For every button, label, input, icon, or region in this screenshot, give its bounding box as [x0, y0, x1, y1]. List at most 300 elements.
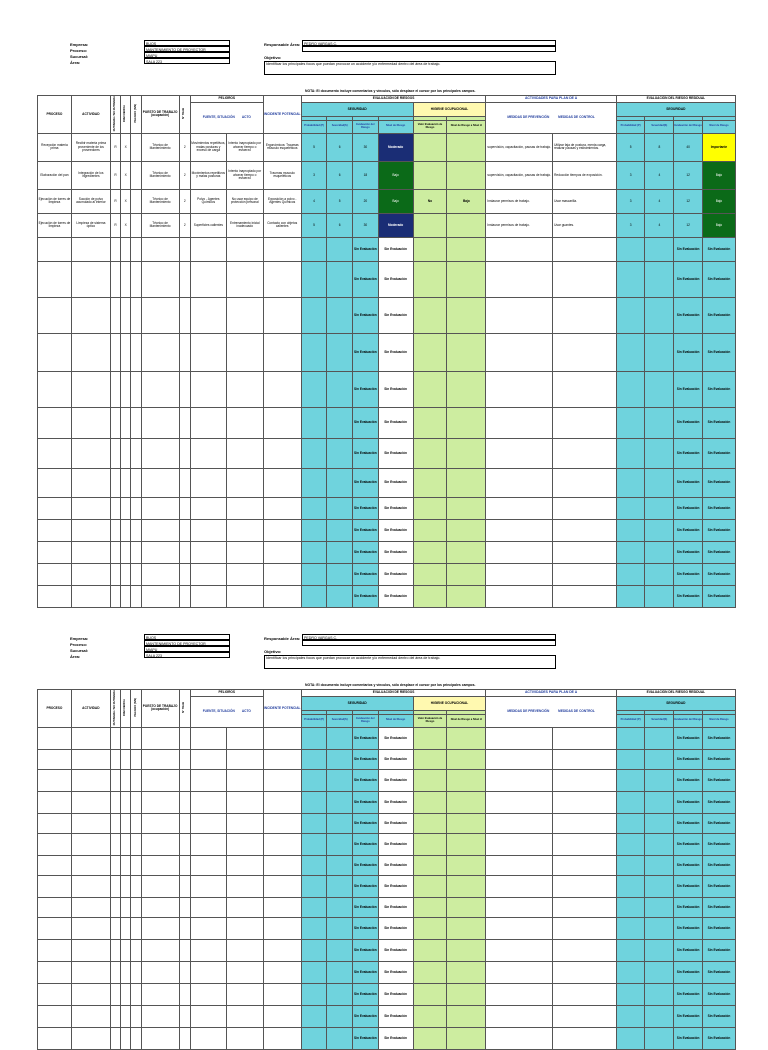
cell-r-prob[interactable]	[616, 749, 645, 769]
cell-frecuencia[interactable]: X	[121, 133, 131, 161]
cell-nivel[interactable]: Sin Evaluación	[378, 813, 413, 833]
proceso-field[interactable]: MANTENIMIENTO DE PROYECTOR	[144, 46, 230, 52]
cell-prob[interactable]	[301, 468, 327, 497]
cell-incidente[interactable]	[263, 983, 301, 1005]
cell-prob[interactable]	[301, 333, 327, 371]
cell-r-nivel[interactable]: Sin Evaluación	[702, 791, 735, 813]
cell-r-nivel[interactable]: Sin Evaluación	[702, 897, 735, 917]
cell-ntrab[interactable]	[179, 875, 190, 897]
cell-prevencion[interactable]	[486, 917, 553, 939]
cell-eval[interactable]: Sin Evaluación	[353, 897, 379, 917]
cell-r-sev[interactable]	[645, 237, 674, 261]
cell-nivel-higiene[interactable]	[447, 961, 486, 983]
cell-incidente[interactable]	[263, 727, 301, 749]
cell-prob[interactable]	[301, 297, 327, 333]
empresa-field[interactable]: BUOS	[144, 634, 230, 640]
cell-proceso[interactable]	[38, 939, 72, 961]
cell-prevencion[interactable]: Instaurar permisos de trabajo.	[486, 213, 553, 237]
cell-prob[interactable]	[301, 261, 327, 297]
cell-peligro[interactable]	[131, 497, 141, 519]
cell-puesto[interactable]: Técnico de Mantenimiento	[141, 161, 179, 189]
responsable-extra-field[interactable]	[302, 46, 556, 52]
cell-ntrab[interactable]	[179, 749, 190, 769]
cell-actividad[interactable]: Recibir materia prima proveniente de los proveedores	[71, 133, 110, 161]
cell-r-sev[interactable]	[645, 961, 674, 983]
cell-sev[interactable]	[327, 813, 353, 833]
cell-actividad[interactable]	[71, 497, 110, 519]
cell-rutinaria[interactable]	[110, 1005, 120, 1027]
cell-peligro[interactable]	[131, 749, 141, 769]
cell-incidente[interactable]	[263, 813, 301, 833]
cell-fuente[interactable]	[190, 813, 226, 833]
cell-ntrab[interactable]: 2	[179, 161, 190, 189]
cell-sev[interactable]	[327, 261, 353, 297]
cell-r-sev[interactable]	[645, 1027, 674, 1049]
cell-control[interactable]	[553, 468, 617, 497]
cell-acto[interactable]: Intento inapropiado por ahorrar tiempo o esfuerzo	[226, 161, 263, 189]
cell-sev[interactable]	[327, 833, 353, 855]
cell-acto[interactable]	[226, 237, 263, 261]
objetivo-field[interactable]: Identificar los principales focos que puedan provocar un accidente y/o enfermedad dentro del área de trabajo.	[264, 61, 556, 75]
cell-r-eval[interactable]: Sin Evaluación	[674, 833, 703, 855]
cell-nivel-higiene[interactable]	[447, 769, 486, 791]
cell-nivel[interactable]: Sin Evaluación	[378, 563, 413, 585]
cell-r-sev[interactable]: 4	[645, 161, 674, 189]
cell-ntrab[interactable]	[179, 983, 190, 1005]
cell-control[interactable]: Utilizar faja de postura, menta carga, realizar pausas y estiramientos.	[553, 133, 617, 161]
cell-prob[interactable]	[301, 961, 327, 983]
cell-control[interactable]	[553, 983, 617, 1005]
cell-nivel[interactable]: Sin Evaluación	[378, 897, 413, 917]
cell-prevencion[interactable]	[486, 961, 553, 983]
cell-proceso[interactable]: Ejecución de torres de limpieza	[38, 189, 72, 213]
cell-proceso[interactable]	[38, 813, 72, 833]
cell-nivel[interactable]: Sin Evaluación	[378, 371, 413, 407]
cell-r-nivel[interactable]: Sin Evaluación	[702, 563, 735, 585]
cell-ntrab[interactable]: 2	[179, 133, 190, 161]
cell-nivel-higiene[interactable]	[447, 519, 486, 541]
cell-nivel[interactable]: Sin Evaluación	[378, 875, 413, 897]
cell-sev[interactable]	[327, 939, 353, 961]
cell-nivel-higiene[interactable]	[447, 563, 486, 585]
cell-acto[interactable]	[226, 813, 263, 833]
cell-r-prob[interactable]	[616, 1005, 645, 1027]
cell-acto[interactable]	[226, 261, 263, 297]
cell-prevencion[interactable]	[486, 1027, 553, 1049]
cell-nivel-higiene[interactable]	[447, 727, 486, 749]
cell-control[interactable]	[553, 297, 617, 333]
cell-r-sev[interactable]	[645, 917, 674, 939]
cell-fuente[interactable]	[190, 407, 226, 438]
cell-nivel-higiene[interactable]	[447, 161, 486, 189]
cell-proceso[interactable]	[38, 917, 72, 939]
cell-nivel[interactable]: Sin Evaluación	[378, 468, 413, 497]
cell-ntrab[interactable]	[179, 897, 190, 917]
cell-fuente[interactable]	[190, 237, 226, 261]
cell-actividad[interactable]	[71, 1005, 110, 1027]
cell-nivel-higiene[interactable]	[447, 1005, 486, 1027]
cell-acto[interactable]	[226, 875, 263, 897]
cell-rutinaria[interactable]	[110, 813, 120, 833]
cell-prob[interactable]	[301, 727, 327, 749]
cell-peligro[interactable]	[131, 983, 141, 1005]
cell-eval[interactable]: Sin Evaluación	[353, 727, 379, 749]
cell-valor-higiene[interactable]	[413, 161, 447, 189]
cell-control[interactable]	[553, 333, 617, 371]
cell-prevencion[interactable]	[486, 791, 553, 813]
cell-valor-higiene[interactable]	[413, 519, 447, 541]
cell-nivel[interactable]: Sin Evaluación	[378, 833, 413, 855]
cell-prob[interactable]	[301, 749, 327, 769]
cell-incidente[interactable]	[263, 769, 301, 791]
cell-proceso[interactable]	[38, 1027, 72, 1049]
cell-r-prob[interactable]	[616, 917, 645, 939]
cell-rutinaria[interactable]: R	[110, 133, 120, 161]
cell-control[interactable]	[553, 855, 617, 875]
cell-valor-higiene[interactable]	[413, 939, 447, 961]
cell-rutinaria[interactable]	[110, 497, 120, 519]
cell-prevencion[interactable]	[486, 261, 553, 297]
cell-eval[interactable]: Sin Evaluación	[353, 749, 379, 769]
cell-valor-higiene[interactable]	[413, 297, 447, 333]
cell-r-eval[interactable]: Sin Evaluación	[674, 497, 703, 519]
cell-nivel[interactable]: Sin Evaluación	[378, 1005, 413, 1027]
cell-r-prob[interactable]	[616, 983, 645, 1005]
cell-acto[interactable]	[226, 917, 263, 939]
cell-incidente[interactable]	[263, 237, 301, 261]
cell-rutinaria[interactable]	[110, 371, 120, 407]
cell-control[interactable]: Usar mascarilla.	[553, 189, 617, 213]
cell-rutinaria[interactable]	[110, 833, 120, 855]
cell-prob[interactable]	[301, 563, 327, 585]
cell-prevencion[interactable]: Instaurar permisos de trabajo.	[486, 189, 553, 213]
cell-proceso[interactable]: Recepción materia prima	[38, 133, 72, 161]
cell-sev[interactable]	[327, 897, 353, 917]
cell-r-sev[interactable]	[645, 261, 674, 297]
cell-r-sev[interactable]	[645, 541, 674, 563]
cell-r-eval[interactable]: Sin Evaluación	[674, 961, 703, 983]
cell-acto[interactable]	[226, 961, 263, 983]
cell-nivel-higiene[interactable]: Bajo	[447, 189, 486, 213]
cell-r-sev[interactable]	[645, 563, 674, 585]
cell-actividad[interactable]	[71, 749, 110, 769]
cell-acto[interactable]: Intento inapropiado por ahorrar tiempo o esfuerzo	[226, 133, 263, 161]
cell-frecuencia[interactable]	[121, 563, 131, 585]
cell-r-nivel[interactable]: Sin Evaluación	[702, 813, 735, 833]
cell-control[interactable]	[553, 749, 617, 769]
cell-r-prob[interactable]	[616, 371, 645, 407]
cell-ntrab[interactable]	[179, 769, 190, 791]
cell-valor-higiene[interactable]	[413, 749, 447, 769]
cell-peligro[interactable]	[131, 213, 141, 237]
cell-sev[interactable]: 5	[327, 189, 353, 213]
cell-sev[interactable]	[327, 917, 353, 939]
cell-eval[interactable]: Sin Evaluación	[353, 438, 379, 468]
cell-peligro[interactable]	[131, 875, 141, 897]
cell-peligro[interactable]	[131, 961, 141, 983]
cell-ntrab[interactable]	[179, 961, 190, 983]
cell-puesto[interactable]	[141, 833, 179, 855]
cell-prob[interactable]: 5	[301, 133, 327, 161]
cell-nivel-higiene[interactable]	[447, 297, 486, 333]
cell-incidente[interactable]	[263, 297, 301, 333]
cell-nivel-higiene[interactable]	[447, 497, 486, 519]
cell-nivel[interactable]: Sin Evaluación	[378, 237, 413, 261]
cell-prevencion[interactable]	[486, 769, 553, 791]
cell-valor-higiene[interactable]	[413, 563, 447, 585]
cell-frecuencia[interactable]	[121, 519, 131, 541]
cell-frecuencia[interactable]	[121, 855, 131, 875]
cell-nivel[interactable]: Sin Evaluación	[378, 939, 413, 961]
cell-r-eval[interactable]: Sin Evaluación	[674, 855, 703, 875]
cell-prob[interactable]	[301, 407, 327, 438]
cell-r-eval[interactable]: Sin Evaluación	[674, 749, 703, 769]
cell-peligro[interactable]	[131, 519, 141, 541]
cell-proceso[interactable]	[38, 541, 72, 563]
cell-prevencion[interactable]	[486, 297, 553, 333]
cell-frecuencia[interactable]: X	[121, 189, 131, 213]
cell-sev[interactable]	[327, 727, 353, 749]
cell-proceso[interactable]	[38, 1005, 72, 1027]
cell-prob[interactable]	[301, 769, 327, 791]
cell-ntrab[interactable]	[179, 1005, 190, 1027]
cell-r-eval[interactable]: 12	[674, 213, 703, 237]
cell-nivel[interactable]: Sin Evaluación	[378, 749, 413, 769]
cell-fuente[interactable]	[190, 541, 226, 563]
area-field[interactable]: SALA 223	[144, 652, 230, 658]
cell-valor-higiene[interactable]	[413, 497, 447, 519]
cell-prevencion[interactable]	[486, 497, 553, 519]
cell-nivel-higiene[interactable]	[447, 438, 486, 468]
cell-fuente[interactable]	[190, 371, 226, 407]
cell-rutinaria[interactable]	[110, 519, 120, 541]
cell-valor-higiene[interactable]	[413, 727, 447, 749]
cell-rutinaria[interactable]	[110, 983, 120, 1005]
cell-control[interactable]	[553, 1005, 617, 1027]
cell-r-sev[interactable]	[645, 297, 674, 333]
cell-prob[interactable]	[301, 791, 327, 813]
cell-r-nivel[interactable]: Sin Evaluación	[702, 541, 735, 563]
cell-peligro[interactable]	[131, 1005, 141, 1027]
cell-puesto[interactable]	[141, 371, 179, 407]
cell-r-prob[interactable]: 5	[616, 133, 645, 161]
cell-rutinaria[interactable]	[110, 791, 120, 813]
cell-nivel[interactable]: Sin Evaluación	[378, 519, 413, 541]
cell-sev[interactable]	[327, 875, 353, 897]
cell-frecuencia[interactable]	[121, 983, 131, 1005]
cell-fuente[interactable]: Superficies calientes	[190, 213, 226, 237]
cell-frecuencia[interactable]	[121, 371, 131, 407]
cell-eval[interactable]: Sin Evaluación	[353, 939, 379, 961]
cell-r-prob[interactable]	[616, 791, 645, 813]
cell-r-nivel[interactable]: Sin Evaluación	[702, 438, 735, 468]
cell-sev[interactable]: 6	[327, 213, 353, 237]
cell-prevencion[interactable]	[486, 833, 553, 855]
cell-r-eval[interactable]: Sin Evaluación	[674, 1027, 703, 1049]
cell-r-sev[interactable]	[645, 791, 674, 813]
cell-control[interactable]	[553, 237, 617, 261]
cell-fuente[interactable]	[190, 1005, 226, 1027]
area-field[interactable]: SALA 223	[144, 58, 230, 64]
cell-control[interactable]	[553, 813, 617, 833]
cell-fuente[interactable]	[190, 983, 226, 1005]
cell-prob[interactable]	[301, 497, 327, 519]
cell-control[interactable]	[553, 371, 617, 407]
cell-peligro[interactable]	[131, 297, 141, 333]
cell-r-eval[interactable]: Sin Evaluación	[674, 939, 703, 961]
cell-r-eval[interactable]: Sin Evaluación	[674, 875, 703, 897]
cell-actividad[interactable]	[71, 438, 110, 468]
cell-nivel-higiene[interactable]	[447, 133, 486, 161]
cell-rutinaria[interactable]	[110, 897, 120, 917]
cell-ntrab[interactable]	[179, 833, 190, 855]
cell-puesto[interactable]	[141, 749, 179, 769]
cell-eval[interactable]: Sin Evaluación	[353, 961, 379, 983]
cell-prevencion[interactable]	[486, 237, 553, 261]
cell-ntrab[interactable]	[179, 917, 190, 939]
cell-proceso[interactable]	[38, 371, 72, 407]
cell-incidente[interactable]	[263, 541, 301, 563]
cell-eval[interactable]: Sin Evaluación	[353, 333, 379, 371]
cell-incidente[interactable]	[263, 261, 301, 297]
cell-r-nivel[interactable]: Sin Evaluación	[702, 855, 735, 875]
cell-valor-higiene[interactable]	[413, 213, 447, 237]
sucursal-field[interactable]: MIAPU	[144, 646, 230, 652]
cell-eval[interactable]: Sin Evaluación	[353, 791, 379, 813]
cell-nivel-higiene[interactable]	[447, 371, 486, 407]
cell-rutinaria[interactable]	[110, 917, 120, 939]
cell-fuente[interactable]	[190, 961, 226, 983]
cell-r-prob[interactable]: 3	[616, 161, 645, 189]
cell-rutinaria[interactable]	[110, 407, 120, 438]
cell-acto[interactable]	[226, 749, 263, 769]
cell-eval[interactable]: Sin Evaluación	[353, 237, 379, 261]
cell-valor-higiene[interactable]	[413, 1027, 447, 1049]
cell-prob[interactable]	[301, 813, 327, 833]
cell-valor-higiene[interactable]	[413, 813, 447, 833]
cell-r-sev[interactable]	[645, 983, 674, 1005]
cell-frecuencia[interactable]	[121, 813, 131, 833]
cell-fuente[interactable]	[190, 939, 226, 961]
cell-acto[interactable]	[226, 727, 263, 749]
cell-r-nivel[interactable]: Sin Evaluación	[702, 875, 735, 897]
cell-r-eval[interactable]: Sin Evaluación	[674, 407, 703, 438]
cell-control[interactable]	[553, 833, 617, 855]
cell-incidente[interactable]: Ergonómicos: Traumas músculo esqueléticos	[263, 133, 301, 161]
cell-control[interactable]	[553, 541, 617, 563]
cell-proceso[interactable]	[38, 497, 72, 519]
cell-nivel[interactable]: Sin Evaluación	[378, 261, 413, 297]
cell-nivel-higiene[interactable]	[447, 983, 486, 1005]
cell-prob[interactable]	[301, 875, 327, 897]
cell-valor-higiene[interactable]	[413, 897, 447, 917]
cell-incidente[interactable]	[263, 939, 301, 961]
cell-ntrab[interactable]	[179, 333, 190, 371]
cell-r-nivel[interactable]: Sin Evaluación	[702, 468, 735, 497]
cell-valor-higiene[interactable]	[413, 541, 447, 563]
cell-frecuencia[interactable]	[121, 297, 131, 333]
cell-nivel[interactable]: Sin Evaluación	[378, 983, 413, 1005]
cell-fuente[interactable]	[190, 917, 226, 939]
cell-r-prob[interactable]: 3	[616, 189, 645, 213]
cell-valor-higiene[interactable]	[413, 1005, 447, 1027]
cell-sev[interactable]	[327, 297, 353, 333]
cell-valor-higiene[interactable]	[413, 407, 447, 438]
cell-ntrab[interactable]	[179, 468, 190, 497]
cell-frecuencia[interactable]	[121, 897, 131, 917]
cell-r-prob[interactable]	[616, 519, 645, 541]
cell-r-nivel[interactable]: Sin Evaluación	[702, 939, 735, 961]
cell-sev[interactable]	[327, 519, 353, 541]
cell-rutinaria[interactable]	[110, 438, 120, 468]
cell-r-eval[interactable]: Sin Evaluación	[674, 813, 703, 833]
cell-sev[interactable]	[327, 237, 353, 261]
cell-valor-higiene[interactable]	[413, 855, 447, 875]
cell-peligro[interactable]	[131, 438, 141, 468]
cell-r-nivel[interactable]: Sin Evaluación	[702, 371, 735, 407]
cell-eval[interactable]: 30	[353, 213, 379, 237]
cell-peligro[interactable]	[131, 161, 141, 189]
responsable-field[interactable]: PEDRO VARGAS C.	[302, 634, 556, 640]
cell-valor-higiene[interactable]	[413, 875, 447, 897]
cell-nivel-higiene[interactable]	[447, 917, 486, 939]
cell-control[interactable]	[553, 407, 617, 438]
cell-nivel-higiene[interactable]	[447, 333, 486, 371]
cell-incidente[interactable]	[263, 497, 301, 519]
cell-peligro[interactable]	[131, 468, 141, 497]
cell-prevencion[interactable]	[486, 1005, 553, 1027]
cell-actividad[interactable]	[71, 468, 110, 497]
cell-r-eval[interactable]: Sin Evaluación	[674, 983, 703, 1005]
cell-nivel-higiene[interactable]	[447, 237, 486, 261]
cell-acto[interactable]	[226, 297, 263, 333]
responsable-field[interactable]: PEDRO VARGAS C.	[302, 40, 556, 46]
cell-prevencion[interactable]	[486, 749, 553, 769]
cell-fuente[interactable]	[190, 769, 226, 791]
cell-prob[interactable]	[301, 541, 327, 563]
cell-rutinaria[interactable]	[110, 541, 120, 563]
cell-ntrab[interactable]	[179, 519, 190, 541]
cell-nivel[interactable]: Sin Evaluación	[378, 917, 413, 939]
cell-valor-higiene[interactable]	[413, 237, 447, 261]
cell-r-eval[interactable]: Sin Evaluación	[674, 769, 703, 791]
cell-actividad[interactable]: Limpieza de sistema óptico	[71, 213, 110, 237]
cell-eval[interactable]: Sin Evaluación	[353, 917, 379, 939]
cell-ntrab[interactable]: 2	[179, 189, 190, 213]
cell-r-eval[interactable]: Sin Evaluación	[674, 791, 703, 813]
cell-sev[interactable]	[327, 769, 353, 791]
cell-incidente[interactable]	[263, 897, 301, 917]
cell-control[interactable]	[553, 917, 617, 939]
cell-prob[interactable]	[301, 1027, 327, 1049]
cell-puesto[interactable]	[141, 237, 179, 261]
cell-prevencion[interactable]	[486, 371, 553, 407]
cell-sev[interactable]	[327, 563, 353, 585]
cell-prob[interactable]	[301, 917, 327, 939]
cell-r-prob[interactable]	[616, 897, 645, 917]
cell-fuente[interactable]	[190, 833, 226, 855]
cell-r-eval[interactable]: 12	[674, 189, 703, 213]
cell-acto[interactable]	[226, 1027, 263, 1049]
cell-r-eval[interactable]: Sin Evaluación	[674, 438, 703, 468]
cell-r-prob[interactable]	[616, 297, 645, 333]
cell-rutinaria[interactable]: R	[110, 189, 120, 213]
cell-ntrab[interactable]	[179, 939, 190, 961]
cell-actividad[interactable]	[71, 791, 110, 813]
cell-puesto[interactable]	[141, 727, 179, 749]
cell-r-eval[interactable]: Sin Evaluación	[674, 897, 703, 917]
cell-puesto[interactable]	[141, 875, 179, 897]
